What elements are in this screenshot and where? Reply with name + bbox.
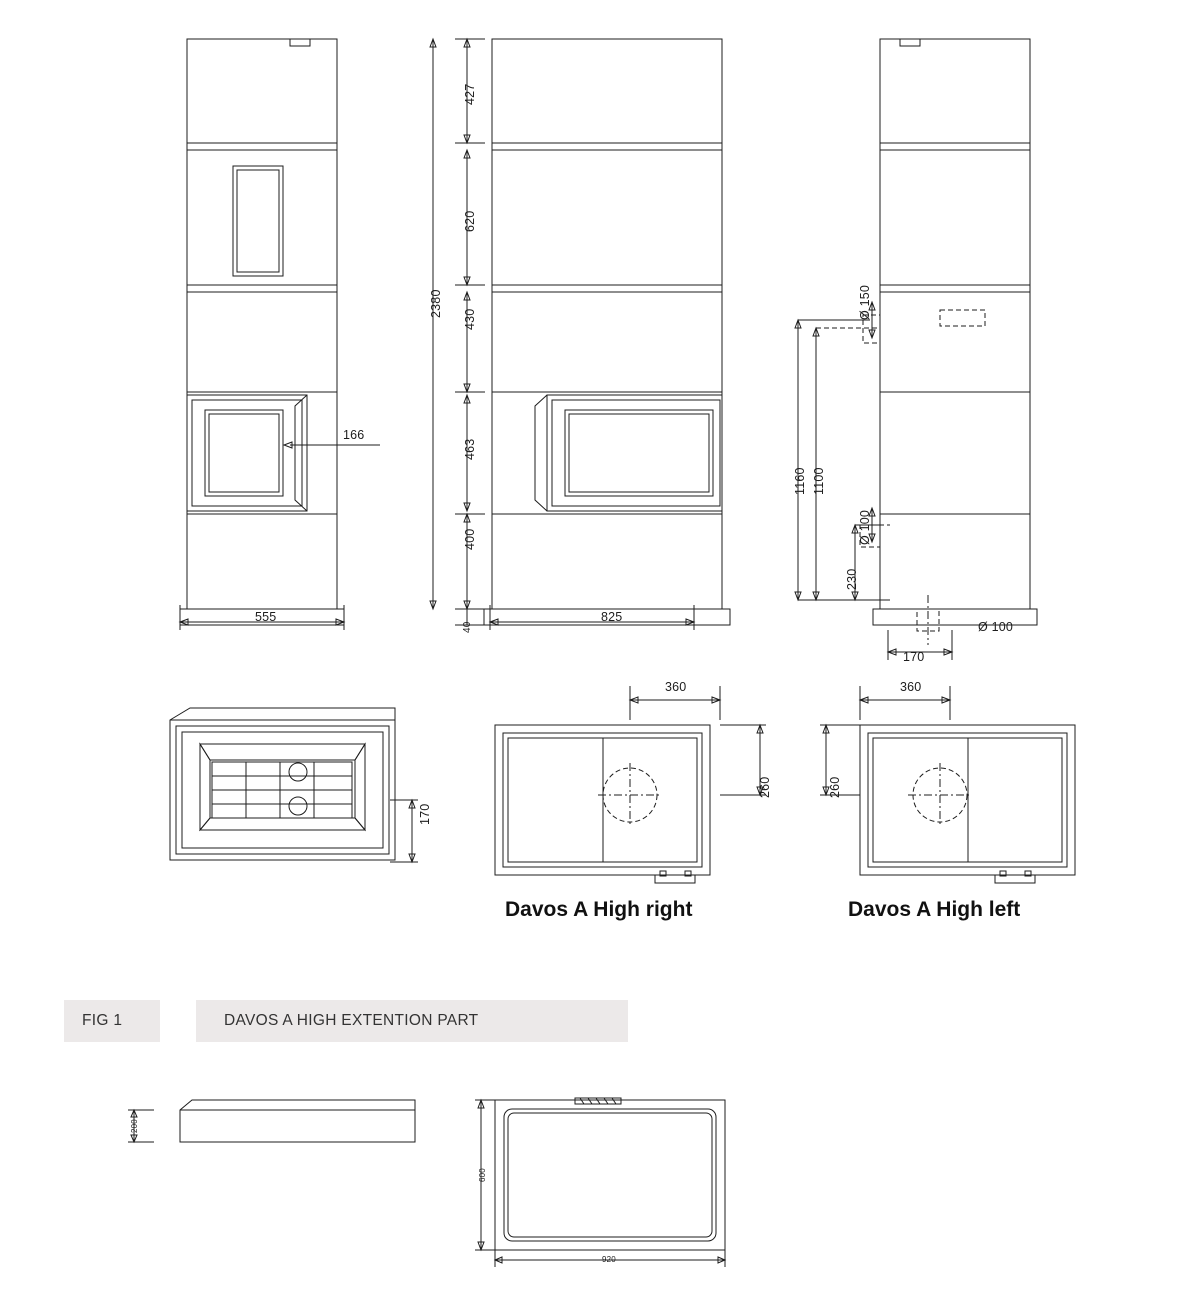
dim-label-230: 230 [845,568,859,590]
dim-label-620: 620 [463,210,477,232]
dim-label-260-left: 260 [828,776,842,798]
dim-label-2380: 2380 [429,289,443,318]
dim-label-1100: 1100 [812,467,826,495]
dim-170-bottom [880,630,1000,670]
dim-label-463: 463 [463,438,477,460]
dim-label-600: 600 [478,1168,487,1182]
view-front-elevation [470,20,770,640]
dim-200-extension [118,1090,168,1170]
dim-825 [490,600,710,640]
dim-label-166: 166 [343,428,365,442]
dim-label-360-left: 360 [900,680,922,694]
caption-plan-left: Davos A High left [848,898,1021,921]
caption-plan-right: Davos A High right [505,898,693,921]
dim-label-400: 400 [463,528,477,550]
dim-label-430: 430 [463,308,477,330]
dim-label-170-grate: 170 [418,803,432,825]
view-plan-left [855,715,1145,890]
dim-label-1160: 1160 [793,467,807,495]
dim-label-825: 825 [601,610,623,624]
dim-label-dia100-side: Ø 100 [858,509,872,545]
dim-label-dia150: Ø 150 [858,284,872,320]
dim-chain-right-view [780,280,900,640]
dim-label-170-bottom: 170 [903,650,925,664]
fig-number: FIG 1 [82,1012,123,1029]
dim-260-left [812,715,872,845]
dim-166 [280,420,390,460]
dim-label-555: 555 [255,610,277,624]
dim-label-260-right: 260 [758,776,772,798]
view-grate-detail [160,700,420,880]
dim-label-dia100-bottom: Ø 100 [978,620,1014,634]
dim-label-920: 920 [602,1255,616,1264]
view-left-elevation [150,20,410,640]
fig-title: DAVOS A HIGH EXTENTION PART [224,1012,479,1029]
dim-920-extension [490,1245,750,1285]
view-extension-side [150,1090,450,1180]
dim-label-360-right: 360 [665,680,687,694]
dim-label-40: 40 [462,621,473,633]
dim-label-200: 200 [130,1119,139,1133]
dim-label-427: 427 [463,83,477,105]
